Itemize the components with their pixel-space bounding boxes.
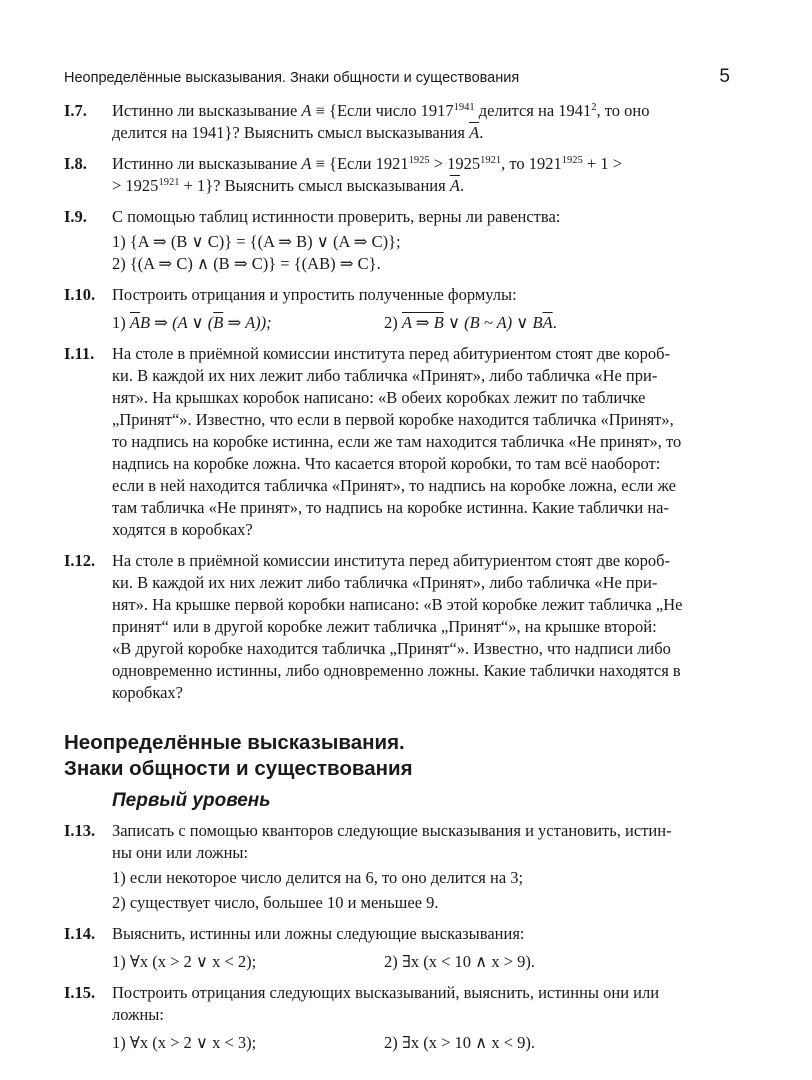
page-content [64,100,732,1063]
problem-number: I.15. [64,983,96,1002]
problem-text: Записать с помощью кванторов следующие высказывания и установить, истин- ны они или ложны: 1) если некоторое число делится на 6, то оно делится на 3; 2) существует число, большее 10 и меньшее 9. [112,820,732,914]
running-head-title: Неопределённые высказывания. Знаки общности и существования [64,70,520,86]
page-number: 5 [719,66,730,87]
problem-i13 [64,820,732,914]
problem-i8 [64,153,732,197]
formula-2: 2) ∃x (x < 10 ∧ x > 9). [384,952,535,971]
problem-number: I.8. [64,154,87,173]
problem-i15 [64,982,732,1054]
formula-2: 2) A ⇒ B ∨ (B ~ A) ∨ $B\overline{A}$. [384,313,557,332]
problem-i11 [64,343,732,541]
problem-text: На столе в приёмной комиссии института перед абитуриентом стоят две короб- ки. В каждой их них лежит либо табличка «Принят», либо табличка «Не при- нят». На крышках коробок написано: «В обеих коробках лежит по табличке „Принят“». Известно, что если в первой коробке находится табличка «Принят», то надпись на коробке истинна, если же там находится табличка «Не принят», то надпись на коробке ложна. Что касается второй коробки, то там всё наоборот: если в ней находится табличка «Принят», то надпись на коробке ложна, если же там табличка «Не принят», то надпись на коробке истинна. Какие таблички на- ходятся в коробках? [112,344,682,539]
problem-text: Построить отрицания и упростить полученные формулы: 1) $\overline{A}B$ ⇒ (A ∨ ($\overline{B}$ ⇒ A)); 2) A ⇒ B ∨ (B ~ A) ∨ $B\overline{A}$. [112,284,732,334]
problem-text: С помощью таблиц истинности проверить, верны ли равенства: 1) {A ⇒ (B ∨ C)} = {(A ⇒ B) ∨ (A ⇒ C)}; 2) {(A ⇒ C) ∧ (B ⇒ C)} = {(AB) ⇒ C}. [112,206,732,275]
problem-number: I.11. [64,344,95,363]
formula-1: 1) $\overline{A}B$ ⇒ (A ∨ ($\overline{B}$ ⇒ A)); [112,313,272,332]
item-1: 1) если некоторое число делится на 6, то оно делится на 3; [112,868,524,887]
problem-i9 [64,206,732,275]
problem-text: Истинно ли высказывание A ≡ {Если число $1917^{1941}$ делится на 1941$^2$, то оно делится на 1941}? Выяснить смысл высказывания $\overline{A}$. [112,101,650,142]
problem-i14 [64,923,732,973]
problem-number: I.12. [64,551,96,570]
problem-text: Выяснить, истинны или ложны следующие высказывания: 1) ∀x (x > 2 ∨ x < 2); 2) ∃x (x < 10 ∧ x > 9). [112,923,732,973]
problem-number: I.14. [64,924,96,943]
formula-2: 2) {(A ⇒ C) ∧ (B ⇒ C)} = {(AB) ⇒ C}. [112,254,381,273]
level-title: Первый уровень [112,790,271,811]
problem-number: I.7. [64,101,87,120]
problem-number: I.13. [64,821,96,840]
problem-number: I.10. [64,285,96,304]
running-head [64,66,730,88]
formula-2: 2) ∃x (x > 10 ∧ x < 9). [384,1033,535,1052]
problem-number: I.9. [64,207,87,226]
problem-i10 [64,284,732,334]
problem-text: На столе в приёмной комиссии института перед абитуриентом стоят две короб- ки. В каждой их них лежит либо табличка «Принят», либо табличка «Не при- нят». На крышке первой коробки написано: «В этой коробке лежит табличка „Не принят“ или в другой коробке лежит табличка „Принят“», на крышке второй: «В другой коробке находится табличка „Принят“». Известно, что надписи либо одновременно истинны, либо одновременно ложны. Какие таблички находятся в коробках? [112,551,683,702]
problem-i7 [64,100,732,144]
problem-i12 [64,550,732,704]
formula-1: 1) {A ⇒ (B ∨ C)} = {(A ⇒ B) ∨ (A ⇒ C)}; [112,232,401,251]
formula-1: 1) ∀x (x > 2 ∨ x < 2); [112,952,257,971]
section-title: Неопределённые высказывания. Знаки общности и существования [64,731,413,780]
problem-text: Построить отрицания следующих высказываний, выяснить, истинны они или ложны: 1) ∀x (x > 2 ∨ x < 3); 2) ∃x (x > 10 ∧ x < 9). [112,982,732,1054]
item-2: 2) существует число, большее 10 и меньшее 9. [112,893,439,912]
problem-text: Истинно ли высказывание A ≡ {Если $1921^{1925} > 1925^{1921}$, то $1921^{1925} + 1$ > > $1925^{1921} + 1$}? Выяснить смысл высказывания $\overline{A}$. [112,154,623,195]
formula-1: 1) ∀x (x > 2 ∨ x < 3); [112,1033,257,1052]
